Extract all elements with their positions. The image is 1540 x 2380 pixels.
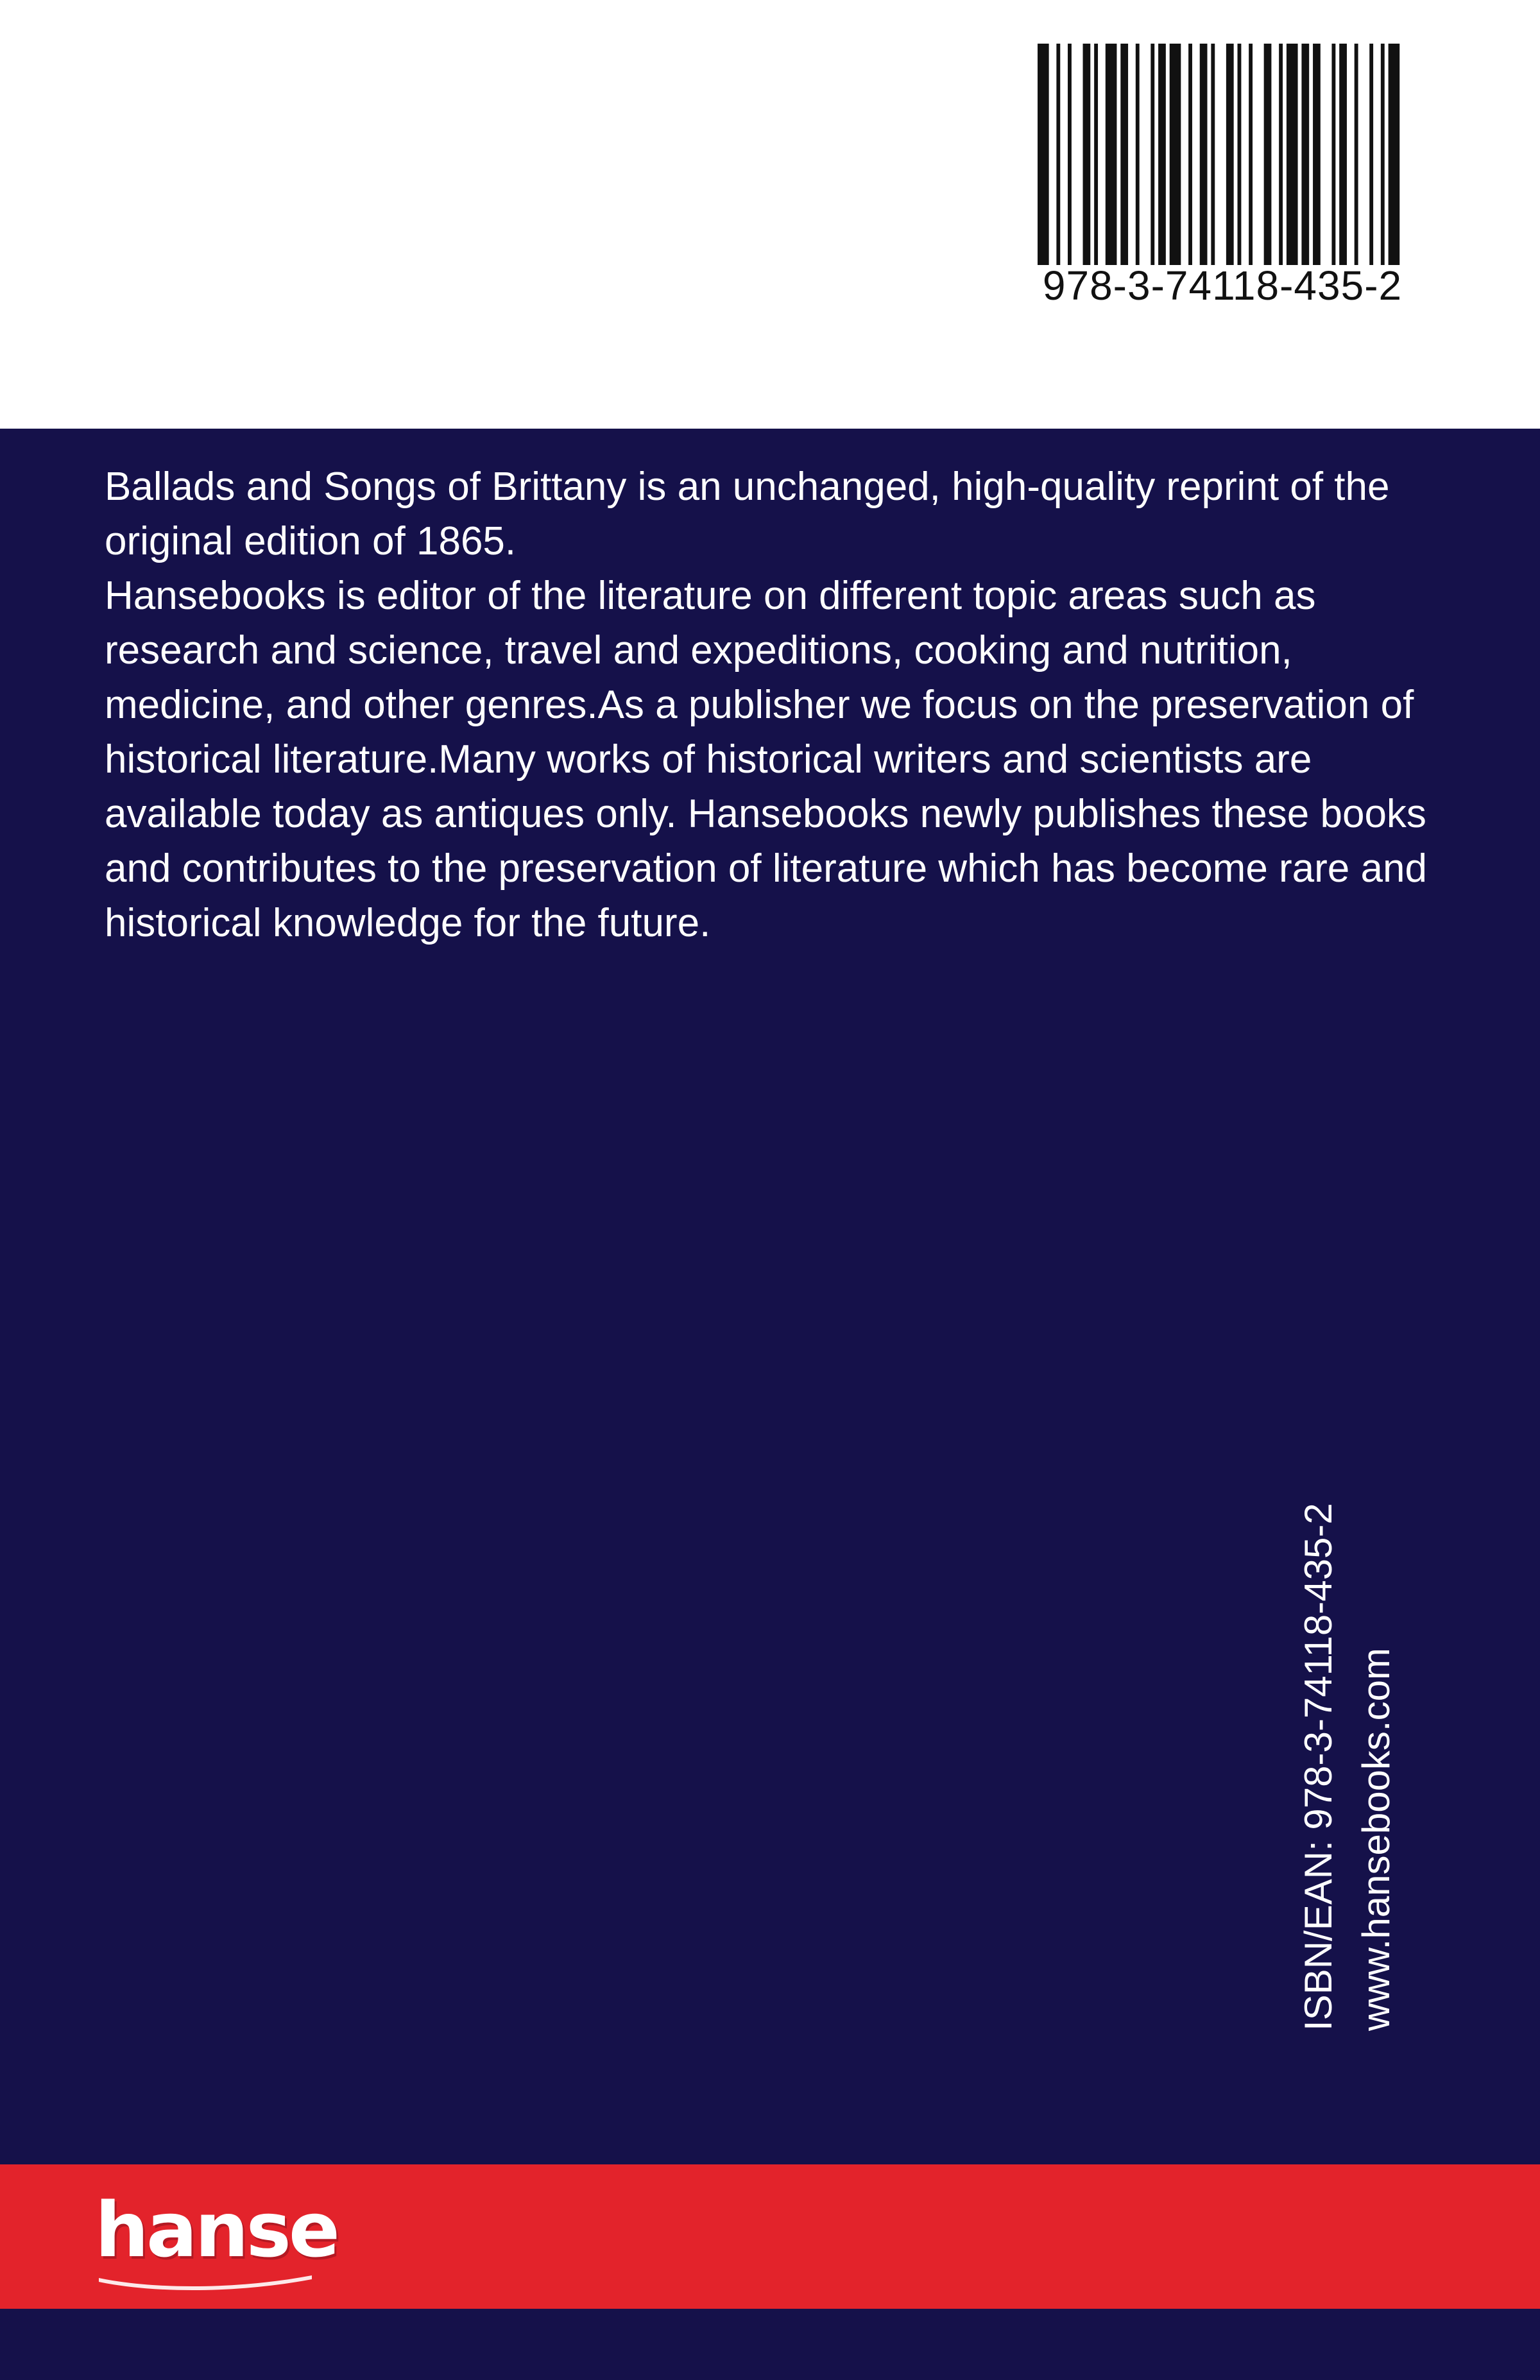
book-description — [105, 459, 1452, 950]
hanse-logo: hanse — [95, 2186, 338, 2274]
bottom-blue-band — [0, 2309, 1540, 2380]
logo-swoosh-icon — [96, 2272, 314, 2291]
barcode-number: 978-3-74118-435-2 — [1042, 262, 1403, 309]
barcode-icon — [1038, 44, 1407, 265]
description-paragraph-publisher: Hansebooks is editor of the literature on different topic areas such as research and science, travel and expeditions, cooking and nutrition, medicine, and other genres.As a publisher we focus on the preservation of historical literature.Many works of historical writers and scientists are available today as antiques only. Hansebooks newly publishes these books and contributes to the preservation of literature which has become rare and historical knowledge for the future. — [105, 574, 1427, 945]
isbn-label: ISBN/EAN: 978-3-74118-435-2 — [1297, 1503, 1340, 2031]
website-link[interactable]: www.hansebooks.com — [1355, 1648, 1398, 2031]
vertical-imprint — [1290, 1197, 1412, 2031]
description-paragraph-intro: Ballads and Songs of Brittany is an unchanged, high-quality reprint of the original edition of 1865. — [105, 465, 1390, 563]
barcode-block — [1030, 44, 1415, 320]
